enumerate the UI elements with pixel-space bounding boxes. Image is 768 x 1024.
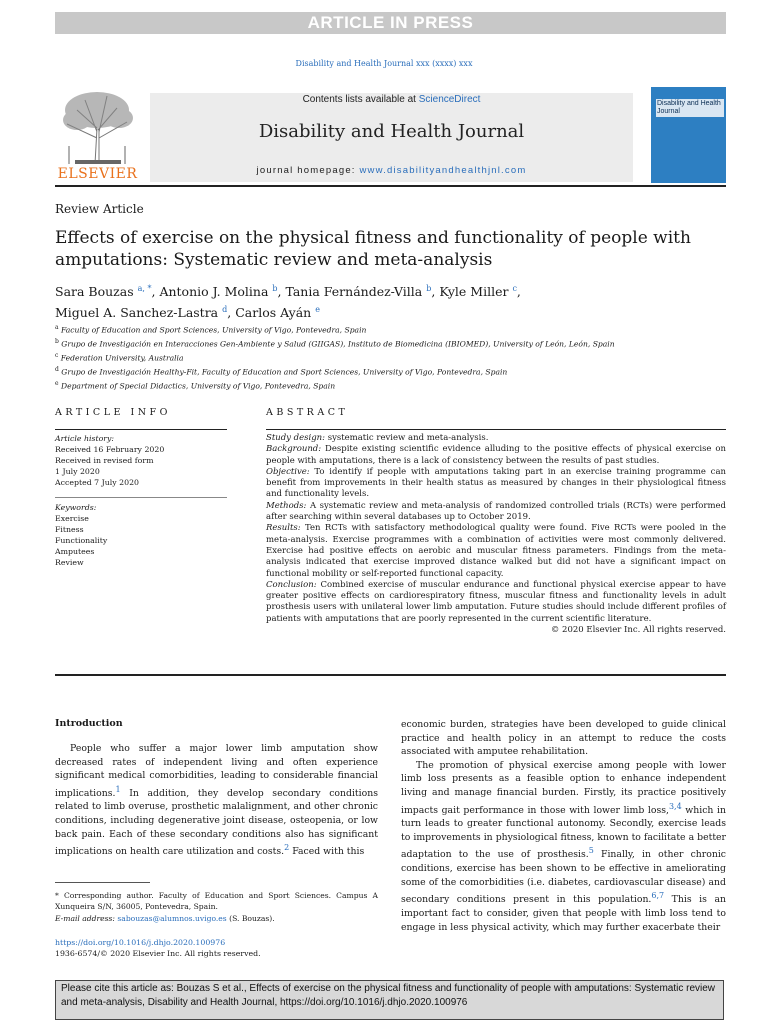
- abstract-section: [266, 580, 726, 625]
- article-history: [55, 433, 227, 488]
- introduction-heading: Introduction: [55, 718, 123, 729]
- doi-block: [55, 937, 261, 959]
- author-name[interactable]: Sara Bouzas: [55, 284, 134, 300]
- intro-paragraph-1: People who suffer a major lower limb amputation show decreased rates of independent living and often experience significant medical comorbidities, leading to considerable financial implications.$^1$ In addition, they develop secondary conditions related to limb overuse, prosthetic malalignment, and other chronic conditions, including degenerative joint disease, osteopenia, or low back pain. Each of these secondary conditions also has significant implications on health care utilization and costs.$^2$ Faced with this: [55, 743, 378, 858]
- affiliation-mark: e: [55, 379, 59, 387]
- author-affiliation-mark[interactable]: b: [272, 284, 278, 293]
- cover-title: Disability and Health Journal: [656, 99, 724, 117]
- abstract-section-label: Conclusion:: [266, 579, 317, 590]
- abstract-body: [266, 433, 726, 636]
- keyword-item: Fitness: [55, 525, 84, 534]
- email-link[interactable]: sabouzas@alumnos.uvigo.es: [117, 913, 227, 923]
- ref-6-7-link[interactable]: 6,7: [651, 891, 665, 901]
- homepage-link[interactable]: www.disabilityandhealthjnl.com: [359, 165, 527, 176]
- abstract-section-label: Methods:: [266, 500, 307, 511]
- tree-icon: [55, 88, 140, 166]
- corresponding-footnote: [55, 890, 378, 924]
- article-title: Effects of exercise on the physical fitness and functionality of people with amputations: Systematic review and meta-analysis: [55, 228, 691, 270]
- abstract-section-text: Combined exercise of muscular endurance and functional physical exercise appear to have greater positive effects on cardiorespiratory fitness, muscular fitness and functionality levels in adult prosthesis users with unilateral lower limb amputation. Future studies should include different profiles of patients with amputations that are poorly represented in the current scientific literature.: [266, 579, 727, 624]
- history-list: [55, 444, 227, 488]
- author-separator: ,: [431, 284, 440, 300]
- abstract-section-text: A systematic review and meta-analysis of randomized controlled trials (RCTs) were performed after searching within several databases up to October 2019.: [266, 500, 726, 523]
- author-affiliation-mark[interactable]: a, *: [137, 284, 152, 293]
- elsevier-wordmark: ELSEVIER: [57, 166, 138, 182]
- keyword-item: Amputees: [55, 547, 95, 556]
- author-name[interactable]: Kyle Miller: [439, 284, 509, 300]
- journal-reference[interactable]: Disability and Health Journal xxx (xxxx) xxx: [295, 59, 473, 68]
- keyword-item: Exercise: [55, 514, 89, 523]
- affiliation-text: Faculty of Education and Sport Sciences, University of Vigo, Pontevedra, Spain: [61, 325, 367, 335]
- author-separator: ,: [151, 284, 160, 300]
- body-column-right: [401, 718, 726, 934]
- intro-paragraph-1-cont: economic burden, strategies have been developed to guide clinical practice and health policy in an attempt to reduce the costs associated with amputee rehabilitation.: [401, 719, 726, 758]
- abstract-section-text: Despite existing scientific evidence alluding to the positive effects of physical exercise on people with amputations, there is a lack of consistency between the results of past studies.: [266, 444, 726, 466]
- affiliation-item: [55, 378, 735, 392]
- abstract-bottom-rule: [55, 674, 726, 676]
- history-item: Received in revised form: [55, 456, 154, 465]
- history-item: 1 July 2020: [55, 467, 100, 476]
- abstract-rule: [266, 429, 726, 430]
- author-name[interactable]: Tania Fernández-Villa: [285, 284, 423, 300]
- abstract-heading: ABSTRACT: [266, 407, 349, 418]
- abstract-copyright: © 2020 Elsevier Inc. All rights reserved.: [550, 625, 726, 636]
- affiliation-mark: d: [55, 365, 59, 373]
- article-info-separator: [55, 497, 227, 498]
- affiliation-item: [55, 322, 735, 336]
- article-in-press-banner: ARTICLE IN PRESS: [55, 12, 726, 34]
- author-affiliation-mark[interactable]: e: [315, 305, 320, 315]
- keyword-item: Review: [55, 558, 84, 567]
- header-rule: [55, 185, 726, 187]
- author-affiliation-mark[interactable]: d: [222, 305, 228, 315]
- affiliation-mark: a: [55, 324, 59, 331]
- affiliation-mark: b: [55, 337, 59, 345]
- affiliation-item: [55, 350, 735, 364]
- citation-box: Please cite this article as: Bouzas S et al., Effects of exercise on the physical fitness and functionality of people with amputations: Systematic review and meta-analysis, Disability and Health Journal, https://doi.org/10.1016/j.dhjo.2020.100976: [55, 980, 724, 1020]
- author-name[interactable]: Antonio J. Molina: [159, 284, 269, 300]
- affiliation-item: [55, 364, 735, 378]
- abstract-section-text: To identify if people with amputations taking part in an exercise training programme can benefit from improvements in their health status as measured by changes in their physiological fitness and functionality levels.: [266, 466, 726, 500]
- history-label: Article history:: [55, 434, 115, 443]
- article-type: Review Article: [55, 202, 144, 216]
- author-affiliation-mark[interactable]: c: [512, 284, 517, 293]
- body-column-left: [55, 742, 378, 859]
- abstract-section-text: systematic review and meta-analysis.: [327, 433, 489, 443]
- abstract-sections: [266, 433, 726, 625]
- journal-title: Disability and Health Journal: [258, 121, 525, 142]
- journal-masthead: [150, 93, 633, 182]
- author-separator: ,: [277, 284, 286, 300]
- affiliation-text: Grupo de Investigación Healthy-Fit, Faculty of Education and Sport Sciences, University of Vigo, Pontevedra, Spain: [61, 367, 508, 377]
- homepage-prefix: journal homepage:: [256, 165, 360, 176]
- ref-1-link[interactable]: 1: [115, 784, 121, 794]
- keywords-block: [55, 502, 227, 568]
- ref-2-link[interactable]: 2: [284, 843, 290, 853]
- history-item: Received 16 February 2020: [55, 445, 165, 454]
- keyword-item: Functionality: [55, 536, 108, 545]
- abstract-section: [266, 523, 726, 579]
- article-info-heading: ARTICLE INFO: [55, 407, 171, 418]
- ref-3-4-link[interactable]: 3,4: [668, 801, 682, 811]
- affiliation-item: [55, 336, 735, 350]
- abstract-section: [266, 501, 726, 524]
- intro-paragraph-2: The promotion of physical exercise among people with lower limb loss presents as a feasible option to enhance independent living and manage financial burden. Firstly, its practice positively impacts gait performance in those with lower limb loss,$^{3,4}$ which in turn leads to greater functional autonomy. Secondly, exercise leads to improvements in physiological fitness, known to facilitate a better adaptation to the use of prosthesis.$^5$ Finally, in other chronic conditions, exercise has been shown to be effective in ameliorating some of the comorbidities (i.e. diabetes, cardiovascular disease) and secondary conditions present in this population.$^{6,7}$ This is an important fact to consider, given that people with limb loss tend to engage in less physical activity, which may further exacerbate their: [401, 759, 727, 933]
- abstract-section: [266, 467, 726, 501]
- ref-5-link[interactable]: 5: [588, 846, 594, 856]
- abstract-section-label: Background:: [266, 444, 322, 455]
- affiliation-text: Grupo de Investigación en Interacciones Gen-Ambiente y Salud (GIIGAS), Instituto de Biomedicina (IBIOMED), University of León, León, Spain: [61, 339, 615, 349]
- keywords-label: Keywords:: [55, 503, 97, 512]
- author-separator: ,: [227, 305, 236, 321]
- author-separator: ,: [516, 284, 521, 300]
- affiliation-text: Department of Special Didactics, University of Vigo, Pontevedra, Spain: [60, 381, 336, 391]
- keywords-list: [55, 513, 227, 568]
- footnote-rule: [55, 882, 150, 883]
- issn-line: 1936-6574/© 2020 Elsevier Inc. All rights reserved.: [55, 949, 261, 958]
- history-item: Accepted 7 July 2020: [55, 478, 139, 487]
- abstract-section-label: Results:: [266, 523, 301, 534]
- author-name[interactable]: Miguel A. Sanchez-Lastra: [55, 305, 219, 321]
- abstract-section-label: Study design:: [266, 433, 325, 443]
- journal-cover-thumbnail[interactable]: [651, 87, 726, 183]
- abstract-section-label: Objective:: [266, 466, 310, 477]
- author-name[interactable]: Carlos Ayán: [235, 305, 312, 321]
- abstract-section-text: Ten RCTs with satisfactory methodological quality were found. Five RCTs were pooled in the meta-analysis. Exercise programmes with a combination of activities were most commonly delivered. Exercise had positive effects on aerobic and muscular fitness parameters. Findings from the meta-analysis indicated that exercise improved distance walked but did not have a significant impact on functional mobility or self-reported functional capacity.: [266, 523, 727, 579]
- contents-line: [150, 94, 633, 105]
- contents-prefix: Contents lists available at: [302, 94, 419, 105]
- email-line: E-mail address: sabouzas@alumnos.uvigo.es (S. Bouzas).: [55, 913, 275, 923]
- article-info-rule: [55, 429, 227, 430]
- elsevier-logo[interactable]: [55, 88, 140, 183]
- homepage-line: [150, 165, 633, 176]
- author-affiliation-mark[interactable]: b: [426, 284, 432, 293]
- author-list: [55, 280, 715, 322]
- corresponding-author: * Corresponding author. Faculty of Education and Sport Sciences. Campus A Xunqueira S/N, 36005, Pontevedra, Spain.: [55, 891, 378, 912]
- doi-link[interactable]: https://doi.org/10.1016/j.dhjo.2020.100976: [55, 938, 226, 947]
- abstract-section: [266, 433, 726, 444]
- abstract-section: [266, 444, 726, 467]
- sciencedirect-link[interactable]: ScienceDirect: [418, 94, 481, 105]
- affiliation-text: Federation University, Australia: [60, 353, 184, 363]
- affiliation-mark: c: [55, 351, 59, 359]
- affiliation-list: [55, 322, 735, 392]
